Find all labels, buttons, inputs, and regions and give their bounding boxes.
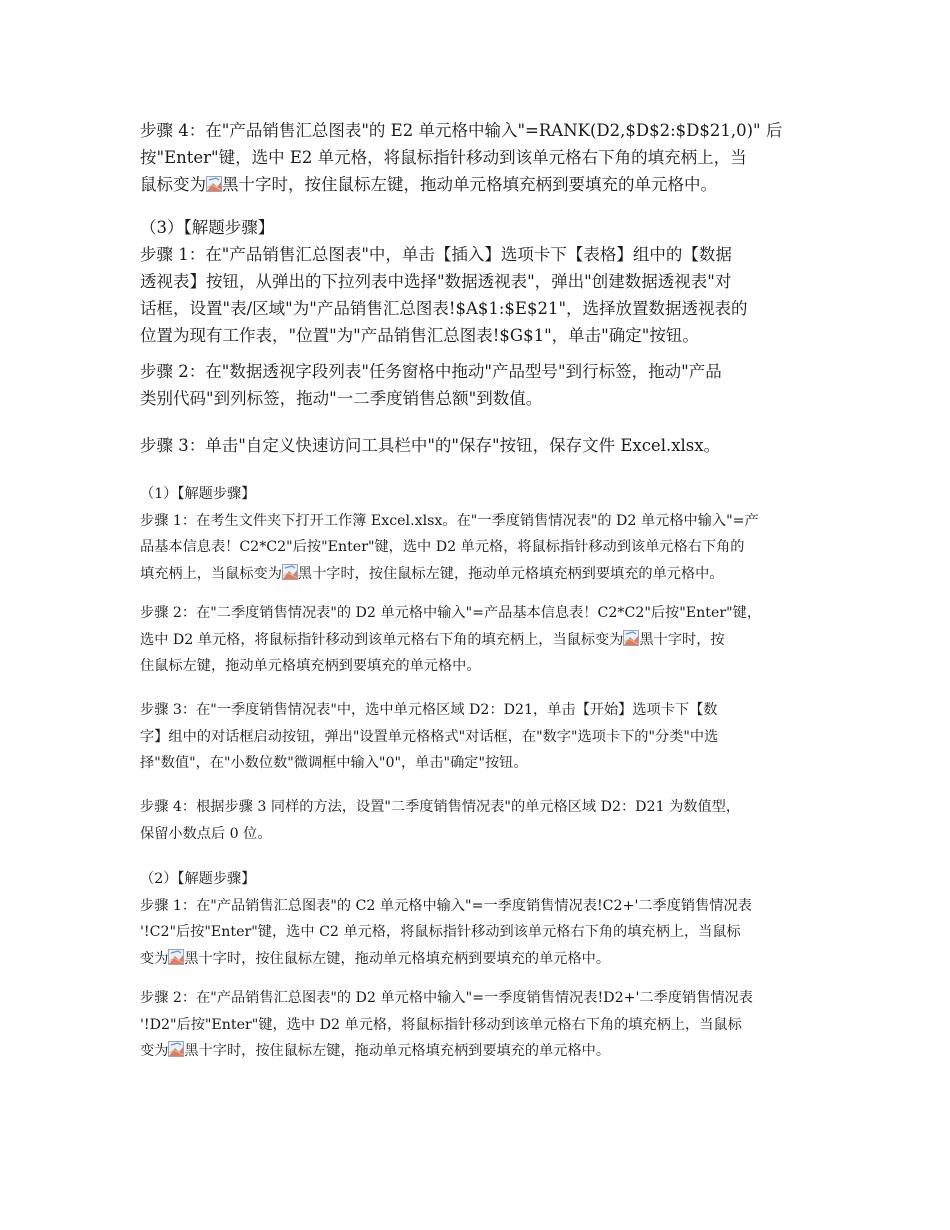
paragraph-b10 — [140, 985, 812, 1065]
text-run: 选中 D2 单元格，将鼠标指针移动到该单元格右下角的填充柄上，当鼠标变为 — [140, 631, 624, 648]
text-run: 填充柄上，当鼠标变为 — [140, 565, 282, 582]
paragraph-b9 — [140, 866, 812, 972]
text-line: 按"Enter"键，选中 E2 单元格，将鼠标指针移动到该单元格右下角的填充柄上，当 — [140, 148, 747, 167]
broken-image-icon — [168, 949, 184, 965]
paragraph-b8 — [140, 794, 812, 847]
text-line: 步骤 1：在"产品销售汇总图表"的 C2 单元格中输入"=一季度销售情况表!C2+'二季度销售情况表 — [140, 897, 752, 914]
text-line: '!D2"后按"Enter"键，选中 D2 单元格，将鼠标指针移动到该单元格右下角的填充柄上，当鼠标 — [140, 1016, 742, 1033]
broken-image-icon — [206, 176, 222, 192]
paragraph-b1 — [140, 117, 812, 198]
text-line: 步骤 4：在"产品销售汇总图表"的 E2 单元格中输入"=RANK(D2,$D$2:$D$21,0)" 后 — [140, 121, 783, 140]
text-run: 黑十字时，按住鼠标左键，拖动单元格填充柄到要填充的单元格中。 — [222, 175, 717, 194]
paragraph-b6 — [140, 600, 812, 680]
text-run: 黑十字时，按住鼠标左键，拖动单元格填充柄到要填充的单元格中。 — [184, 950, 611, 967]
text-line: 步骤 3：单击"自定义快速访问工具栏中"的"保存"按钮，保存文件 Excel.xlsx。 — [140, 436, 721, 455]
text-line — [140, 946, 812, 973]
text-line: 步骤 3：在"一季度销售情况表"中，选中单元格区域 D2：D21，单击【开始】选项卡下【数 — [140, 702, 718, 718]
text-line: 择"数值"，在"小数位数"微调框中输入"0"，单击"确定"按钮。 — [140, 755, 528, 771]
paragraph-b3 — [140, 358, 812, 412]
text-line — [140, 1038, 812, 1065]
paragraph-b4 — [140, 432, 812, 459]
text-line: 步骤 2：在"产品销售汇总图表"的 D2 单元格中输入"=一季度销售情况表!D2+'二季度销售情况表 — [140, 990, 753, 1006]
text-run: 鼠标变为 — [140, 175, 206, 194]
text-run: 变为 — [140, 950, 169, 967]
text-line: 步骤 2：在"二季度销售情况表"的 D2 单元格中输入"=产品基本信息表！C2*C2"后按"Enter"键， — [140, 605, 762, 621]
text-line: 话框，设置"表/区域"为"产品销售汇总图表!$A$1:$E$21"，选择放置数据透视表的 — [140, 299, 748, 318]
text-line — [140, 171, 812, 198]
paragraph-b5 — [140, 481, 812, 587]
text-line: 步骤 2：在"数据透视字段列表"任务窗格中拖动"产品型号"到行标签，拖动"产品 — [140, 362, 722, 381]
text-line: 位置为现有工作表，"位置"为"产品销售汇总图表!$G$1"，单击"确定"按钮。 — [140, 326, 699, 345]
broken-image-icon — [623, 630, 639, 646]
text-run: 黑十字时，按 — [639, 631, 725, 648]
text-line: 类别代码"到列标签，拖动"一二季度销售总额"到数值。 — [140, 389, 543, 408]
text-line: 字】组中的对话框启动按钮，弹出"设置单元格格式"对话框，在"数字"选项卡下的"分类"中选 — [140, 728, 719, 745]
text-run: 黑十字时，按住鼠标左键，拖动单元格填充柄到要填充的单元格中。 — [297, 565, 724, 582]
text-line — [140, 627, 812, 654]
paragraph-b7 — [140, 697, 812, 777]
text-line: （3）【解题步骤】 — [140, 218, 275, 237]
text-run: 黑十字时，按住鼠标左键，拖动单元格填充柄到要填充的单元格中。 — [184, 1043, 611, 1059]
text-line: 步骤 4：根据步骤 3 同样的方法，设置"二季度销售情况表"的单元格区域 D2：D21 为数值型， — [140, 799, 741, 815]
text-line: 步骤 1：在"产品销售汇总图表"中，单击【插入】选项卡下【表格】组中的【数据 — [140, 245, 732, 264]
text-line: 品基本信息表！C2*C2"后按"Enter"键，选中 D2 单元格，将鼠标指针移动到该单元格右下角的 — [140, 539, 745, 555]
text-line: 步骤 1：在考生文件夹下打开工作簿 Excel.xlsx。在"一季度销售情况表"的 D2 单元格中输入"=产 — [140, 512, 759, 529]
broken-image-icon — [282, 564, 298, 580]
text-run: 变为 — [140, 1043, 169, 1059]
text-line: 住鼠标左键，拖动单元格填充柄到要填充的单元格中。 — [140, 658, 481, 674]
text-line: 保留小数点后 0 位。 — [140, 825, 272, 842]
broken-image-icon — [168, 1041, 184, 1057]
text-line: （1）【解题步骤】 — [140, 486, 256, 502]
paragraph-b2 — [140, 214, 812, 349]
text-line — [140, 561, 812, 588]
text-line: 透视表】按钮，从弹出的下拉列表中选择"数据透视表"，弹出"创建数据透视表"对 — [140, 272, 732, 291]
text-line: '!C2"后按"Enter"键，选中 C2 单元格，将鼠标指针移动到该单元格右下角的填充柄上，当鼠标 — [140, 924, 741, 940]
text-line: （2）【解题步骤】 — [140, 871, 256, 887]
